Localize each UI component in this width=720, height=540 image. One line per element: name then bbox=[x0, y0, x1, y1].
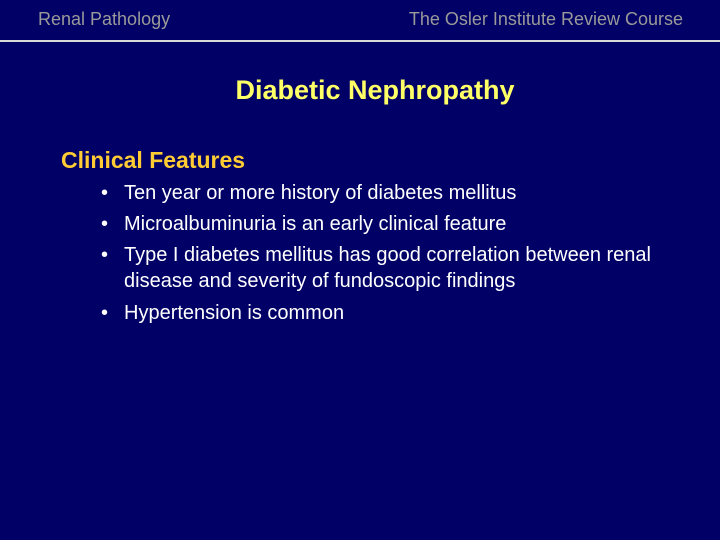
bullet-item bbox=[101, 180, 701, 206]
bullet-icon: • bbox=[101, 302, 109, 324]
bullet-item bbox=[101, 211, 701, 237]
bullet-icon: • bbox=[101, 244, 109, 266]
section-heading: Clinical Features bbox=[61, 147, 246, 173]
bullet-text: Hypertension is common bbox=[124, 302, 345, 324]
bullet-icon: • bbox=[101, 182, 109, 204]
header-right-text: The Osler Institute Review Course bbox=[408, 9, 683, 29]
bullet-list bbox=[101, 180, 701, 331]
bullet-item bbox=[101, 300, 701, 326]
bullet-icon: • bbox=[101, 213, 109, 235]
bullet-item bbox=[101, 242, 701, 294]
bullet-text: Microalbuminuria is an early clinical feature bbox=[124, 213, 507, 235]
slide-title: Diabetic Nephropathy bbox=[235, 75, 515, 105]
bullet-text: Ten year or more history of diabetes mellitus bbox=[124, 182, 517, 204]
header-divider bbox=[0, 40, 720, 42]
header-left-text: Renal Pathology bbox=[38, 9, 171, 29]
bullet-text: Type I diabetes mellitus has good correlation between renal disease and severity of fundoscopic findings bbox=[124, 244, 651, 292]
